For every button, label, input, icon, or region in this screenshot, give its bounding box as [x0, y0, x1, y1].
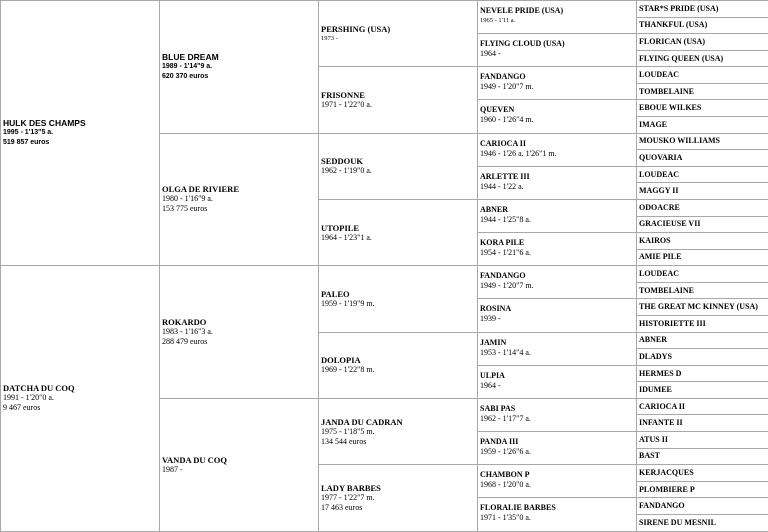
pedigree-cell-gen5: [637, 432, 768, 449]
horse-earnings: 288 479 euros: [162, 337, 316, 347]
pedigree-cell-gen3: [319, 67, 478, 133]
horse-record: 1991 - 1'20"0 a.: [3, 393, 157, 403]
pedigree-cell-gen5: [637, 166, 768, 183]
pedigree-cell-gen5: [637, 150, 768, 167]
horse-name: THANKFUL (USA): [639, 20, 766, 30]
horse-record: 1973 -: [321, 34, 475, 44]
horse-earnings: 620 370 euros: [162, 72, 316, 82]
pedigree-cell-gen1: [1, 266, 160, 531]
pedigree-cell-gen5: [637, 415, 768, 432]
horse-name: SEDDOUK: [321, 156, 475, 166]
horse-name: FRISONNE: [321, 90, 475, 100]
pedigree-cell-gen4: [478, 266, 637, 299]
horse-record: 1964 -: [480, 381, 634, 391]
horse-record: 1977 - 1'22"7 m.: [321, 493, 475, 503]
pedigree-cell-gen4: [478, 67, 637, 100]
horse-record: 1954 - 1'21"6 a.: [480, 248, 634, 258]
horse-name: TOMBELAINE: [639, 286, 766, 296]
pedigree-cell-gen4: [478, 233, 637, 266]
pedigree-cell-gen3: [319, 133, 478, 199]
pedigree-cell-gen4: [478, 299, 637, 332]
horse-name: VANDA DU COQ: [162, 455, 316, 465]
horse-name: BLUE DREAM: [162, 52, 316, 62]
horse-name: PLOMBIERE P: [639, 485, 766, 495]
horse-name: PANDA III: [480, 437, 634, 447]
pedigree-cell-gen5: [637, 50, 768, 67]
pedigree-cell-gen5: [637, 498, 768, 515]
horse-name: CARIOCA II: [639, 402, 766, 412]
pedigree-cell-gen5: [637, 249, 768, 266]
horse-name: PALEO: [321, 289, 475, 299]
horse-record: 1964 - 1'23"1 a.: [321, 233, 475, 243]
horse-record: 1939 -: [480, 314, 634, 324]
horse-name: ODOACRE: [639, 203, 766, 213]
pedigree-cell-gen5: [637, 382, 768, 399]
horse-name: BAST: [639, 451, 766, 461]
pedigree-cell-gen5: [637, 332, 768, 349]
horse-name: FLYING CLOUD (USA): [480, 39, 634, 49]
horse-name: AMIE PILE: [639, 252, 766, 262]
horse-name: JANDA DU CADRAN: [321, 417, 475, 427]
pedigree-cell-gen5: [637, 34, 768, 51]
horse-name: EBOUE WILKES: [639, 103, 766, 113]
horse-name: OLGA DE RIVIERE: [162, 184, 316, 194]
horse-earnings: 519 857 euros: [3, 138, 157, 148]
horse-record: 1946 - 1'26 a. 1'26"1 m.: [480, 149, 634, 159]
pedigree-cell-gen4: [478, 100, 637, 133]
pedigree-cell-gen4: [478, 465, 637, 498]
horse-name: CARIOCA II: [480, 139, 634, 149]
pedigree-body: [1, 1, 768, 532]
horse-record: 1959 - 1'19"9 m.: [321, 299, 475, 309]
horse-name: DOLOPIA: [321, 355, 475, 365]
horse-record: 1949 - 1'20"7 m.: [480, 82, 634, 92]
pedigree-cell-gen5: [637, 315, 768, 332]
pedigree-cell-gen3: [319, 398, 478, 464]
horse-name: THE GREAT MC KINNEY (USA): [639, 302, 766, 312]
horse-name: MOUSKO WILLIAMS: [639, 136, 766, 146]
pedigree-cell-gen4: [478, 332, 637, 365]
horse-name: ABNER: [639, 335, 766, 345]
horse-name: FLYING QUEEN (USA): [639, 54, 766, 64]
horse-name: TOMBELAINE: [639, 87, 766, 97]
pedigree-row: [1, 1, 768, 18]
horse-record: 1944 - 1'25"8 a.: [480, 215, 634, 225]
horse-name: ATUS II: [639, 435, 766, 445]
pedigree-cell-gen5: [637, 117, 768, 134]
pedigree-cell-gen2: [160, 133, 319, 266]
horse-earnings: 9 467 euros: [3, 403, 157, 413]
pedigree-row: [1, 266, 768, 283]
pedigree-cell-gen5: [637, 216, 768, 233]
pedigree-cell-gen5: [637, 398, 768, 415]
horse-record: 1960 - 1'26"4 m.: [480, 115, 634, 125]
pedigree-cell-gen5: [637, 299, 768, 316]
horse-record: 1964 -: [480, 49, 634, 59]
horse-name: STAR*S PRIDE (USA): [639, 4, 766, 14]
horse-record: 1953 - 1'14"4 a.: [480, 348, 634, 358]
pedigree-cell-gen4: [478, 498, 637, 531]
horse-record: 1965 - 1'11 a.: [480, 16, 634, 26]
pedigree-cell-gen3: [319, 266, 478, 332]
pedigree-cell-gen5: [637, 448, 768, 465]
horse-record: 1949 - 1'20"7 m.: [480, 281, 634, 291]
horse-name: MAGGY II: [639, 186, 766, 196]
horse-record: 1980 - 1'16"9 a.: [162, 194, 316, 204]
horse-name: LOUDEAC: [639, 170, 766, 180]
horse-name: CHAMBON P: [480, 470, 634, 480]
horse-name: FLORICAN (USA): [639, 37, 766, 47]
pedigree-cell-gen5: [637, 233, 768, 250]
horse-name: LOUDEAC: [639, 269, 766, 279]
pedigree-cell-gen3: [319, 465, 478, 531]
pedigree-cell-gen5: [637, 1, 768, 18]
horse-record: 1959 - 1'26"6 a.: [480, 447, 634, 457]
horse-record: 1968 - 1'20"0 a.: [480, 480, 634, 490]
pedigree-cell-gen5: [637, 266, 768, 283]
horse-name: SABI PAS: [480, 404, 634, 414]
horse-name: DATCHA DU COQ: [3, 383, 157, 393]
horse-earnings: 17 463 euros: [321, 503, 475, 513]
horse-name: ABNER: [480, 205, 634, 215]
horse-record: 1983 - 1'16"3 a.: [162, 327, 316, 337]
horse-name: ARLETTE III: [480, 172, 634, 182]
pedigree-cell-gen5: [637, 465, 768, 482]
horse-name: INFANTE II: [639, 418, 766, 428]
horse-record: 1971 - 1'35"0 a.: [480, 513, 634, 523]
pedigree-cell-gen3: [319, 1, 478, 67]
horse-name: HULK DES CHAMPS: [3, 118, 157, 128]
pedigree-cell-gen4: [478, 398, 637, 431]
pedigree-cell-gen5: [637, 133, 768, 150]
horse-name: ULPIA: [480, 371, 634, 381]
horse-name: KERJACQUES: [639, 468, 766, 478]
horse-name: HERMES D: [639, 369, 766, 379]
pedigree-cell-gen5: [637, 67, 768, 84]
horse-name: ROSINA: [480, 304, 634, 314]
pedigree-cell-gen4: [478, 166, 637, 199]
horse-name: GRACIEUSE VII: [639, 219, 766, 229]
horse-name: ROKARDO: [162, 317, 316, 327]
horse-earnings: 153 775 euros: [162, 204, 316, 214]
pedigree-cell-gen5: [637, 365, 768, 382]
pedigree-cell-gen2: [160, 1, 319, 134]
horse-name: IMAGE: [639, 120, 766, 130]
horse-record: 1989 - 1'14"9 a.: [162, 62, 316, 72]
pedigree-cell-gen4: [478, 432, 637, 465]
pedigree-cell-gen4: [478, 34, 637, 67]
horse-name: IDUMEE: [639, 385, 766, 395]
horse-name: FLORALIE BARBES: [480, 503, 634, 513]
pedigree-cell-gen5: [637, 514, 768, 531]
horse-record: 1962 - 1'19"0 a.: [321, 166, 475, 176]
pedigree-cell-gen1: [1, 1, 160, 266]
pedigree-cell-gen4: [478, 365, 637, 398]
pedigree-cell-gen5: [637, 282, 768, 299]
horse-record: 1962 - 1'17"7 a.: [480, 414, 634, 424]
horse-name: KORA PILE: [480, 238, 634, 248]
horse-record: 1975 - 1'18"5 m.: [321, 427, 475, 437]
pedigree-cell-gen2: [160, 398, 319, 531]
horse-name: LOUDEAC: [639, 70, 766, 80]
pedigree-cell-gen4: [478, 133, 637, 166]
horse-name: QUEVEN: [480, 105, 634, 115]
horse-record: 1987 -: [162, 465, 316, 475]
horse-record: 1971 - 1'22"0 a.: [321, 100, 475, 110]
horse-name: SIRENE DU MESNIL: [639, 518, 766, 528]
pedigree-cell-gen5: [637, 17, 768, 34]
horse-name: JAMIN: [480, 338, 634, 348]
pedigree-cell-gen3: [319, 199, 478, 265]
horse-name: HISTORIETTE III: [639, 319, 766, 329]
pedigree-cell-gen4: [478, 199, 637, 232]
pedigree-cell-gen2: [160, 266, 319, 399]
pedigree-cell-gen5: [637, 183, 768, 200]
pedigree-cell-gen5: [637, 349, 768, 366]
horse-record: 1944 - 1'22 a.: [480, 182, 634, 192]
pedigree-cell-gen5: [637, 83, 768, 100]
pedigree-cell-gen5: [637, 199, 768, 216]
horse-name: FANDANGO: [639, 501, 766, 511]
horse-name: FANDANGO: [480, 72, 634, 82]
horse-name: DLADYS: [639, 352, 766, 362]
horse-name: NEVELE PRIDE (USA): [480, 6, 634, 16]
pedigree-cell-gen5: [637, 100, 768, 117]
horse-earnings: 134 544 euros: [321, 437, 475, 447]
horse-record: 1995 - 1'13"5 a.: [3, 128, 157, 138]
horse-record: 1969 - 1'22"8 m.: [321, 365, 475, 375]
horse-name: LADY BARBES: [321, 483, 475, 493]
horse-name: PERSHING (USA): [321, 24, 475, 34]
horse-name: KAIROS: [639, 236, 766, 246]
pedigree-cell-gen3: [319, 332, 478, 398]
horse-name: FANDANGO: [480, 271, 634, 281]
horse-name: UTOPILE: [321, 223, 475, 233]
pedigree-cell-gen5: [637, 481, 768, 498]
pedigree-cell-gen4: [478, 1, 637, 34]
horse-name: QUOVARIA: [639, 153, 766, 163]
